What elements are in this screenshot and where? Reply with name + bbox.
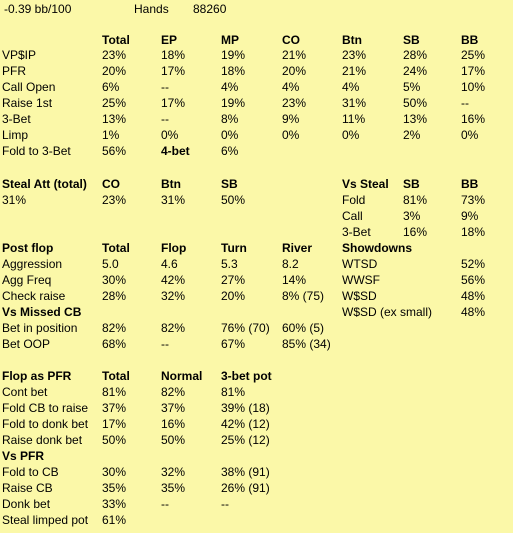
showdown-label: W$SD (ex small) bbox=[342, 305, 433, 319]
vs-steal-row-label: Call bbox=[342, 209, 363, 223]
flop-pfr-cell: 25% (12) bbox=[221, 433, 270, 447]
postflop-cell: 4.6 bbox=[161, 257, 178, 271]
preflop-cell: 11% bbox=[342, 112, 366, 126]
vs-steal-header-sb: SB bbox=[403, 177, 420, 191]
preflop-header-co: CO bbox=[282, 33, 300, 47]
preflop-cell: 21% bbox=[342, 64, 367, 78]
preflop-cell: 6% bbox=[102, 80, 120, 94]
preflop-cell: 24% bbox=[403, 64, 428, 78]
vs-missed-cb-cell: 76% (70) bbox=[221, 321, 270, 335]
preflop-row-label: VP$IP bbox=[2, 48, 37, 62]
preflop-header-total: Total bbox=[102, 33, 130, 47]
preflop-cell: 17% bbox=[461, 64, 486, 78]
flop-pfr-cell: 37% bbox=[102, 401, 127, 415]
preflop-header-mp: MP bbox=[221, 33, 239, 47]
preflop-cell: 23% bbox=[282, 96, 307, 110]
vs-pfr-cell: -- bbox=[221, 497, 229, 511]
preflop-cell: 28% bbox=[403, 48, 428, 62]
postflop-header-flop: Flop bbox=[161, 241, 187, 255]
preflop-cell: 0% bbox=[221, 128, 239, 142]
preflop-cell: 25% bbox=[461, 48, 486, 62]
flop-pfr-cell: 50% bbox=[161, 433, 186, 447]
preflop-cell: 18% bbox=[221, 64, 246, 78]
preflop-header-ep: EP bbox=[161, 33, 178, 47]
vs-missed-cb-cell: 68% bbox=[102, 337, 127, 351]
preflop-header-btn: Btn bbox=[342, 33, 362, 47]
vs-steal-cell: 18% bbox=[461, 225, 486, 239]
steal-header-btn: Btn bbox=[161, 177, 181, 191]
preflop-cell: 31% bbox=[342, 96, 367, 110]
vs-steal-cell: 81% bbox=[403, 193, 428, 207]
flop-pfr-cell: 17% bbox=[102, 417, 127, 431]
postflop-row-label: Agg Freq bbox=[2, 273, 52, 287]
vs-pfr-title: Vs PFR bbox=[2, 449, 45, 463]
preflop-cell: 13% bbox=[403, 112, 428, 126]
preflop-row-label: Limp bbox=[2, 128, 29, 142]
vs-steal-row-label: 3-Bet bbox=[342, 225, 371, 239]
flop-pfr-row-label: Fold CB to raise bbox=[2, 401, 89, 415]
steal-cell: 31% bbox=[161, 193, 186, 207]
vs-pfr-cell: 38% (91) bbox=[221, 465, 270, 479]
preflop-cell: 17% bbox=[161, 64, 186, 78]
preflop-cell: 50% bbox=[403, 96, 428, 110]
preflop-cell: 23% bbox=[102, 48, 127, 62]
hands-value: 88260 bbox=[193, 2, 227, 16]
vs-steal-cell: 16% bbox=[403, 225, 428, 239]
preflop-cell: 18% bbox=[161, 48, 186, 62]
postflop-cell: 14% bbox=[282, 273, 307, 287]
preflop-row-label: Raise 1st bbox=[2, 96, 53, 110]
preflop-cell: -- bbox=[161, 80, 169, 94]
postflop-cell: 42% bbox=[161, 273, 186, 287]
postflop-cell: 8% (75) bbox=[282, 289, 325, 303]
vs-steal-cell: 9% bbox=[461, 209, 479, 223]
preflop-row-label: 3-Bet bbox=[2, 112, 31, 126]
vs-missed-cb-cell: 85% (34) bbox=[282, 337, 331, 351]
postflop-cell: 8.2 bbox=[282, 257, 299, 271]
preflop-cell: 17% bbox=[161, 96, 186, 110]
steal-header-sb: SB bbox=[221, 177, 238, 191]
preflop-cell: 2% bbox=[403, 128, 421, 142]
showdown-value: 56% bbox=[461, 273, 486, 287]
vs-pfr-row-label: Raise CB bbox=[2, 481, 53, 495]
flop-pfr-cell: 50% bbox=[102, 433, 127, 447]
flop-pfr-cell: 82% bbox=[161, 385, 186, 399]
preflop-cell: 4% bbox=[342, 80, 360, 94]
preflop-cell: 21% bbox=[282, 48, 307, 62]
preflop-cell: 20% bbox=[282, 64, 307, 78]
postflop-row-label: Aggression bbox=[2, 257, 63, 271]
vs-pfr-row-label: Donk bet bbox=[2, 497, 51, 511]
vs-steal-cell: 73% bbox=[461, 193, 486, 207]
postflop-header-river: River bbox=[282, 241, 313, 255]
postflop-cell: 30% bbox=[102, 273, 127, 287]
vs-missed-cb-cell: 82% bbox=[102, 321, 127, 335]
flop-pfr-title: Flop as PFR bbox=[2, 369, 72, 383]
preflop-cell: 0% bbox=[342, 128, 360, 142]
showdown-label: WTSD bbox=[342, 257, 378, 271]
showdowns-title: Showdowns bbox=[342, 241, 412, 255]
steal-cell: 50% bbox=[221, 193, 246, 207]
hands-label: Hands bbox=[134, 2, 169, 16]
preflop-row-label: Call Open bbox=[2, 80, 56, 94]
four-bet-value: 6% bbox=[221, 144, 239, 158]
postflop-row-label: Check raise bbox=[2, 289, 66, 303]
vs-pfr-cell: 35% bbox=[161, 481, 186, 495]
steal-total: 31% bbox=[2, 193, 27, 207]
preflop-cell: 5% bbox=[403, 80, 421, 94]
flop-pfr-cell: 81% bbox=[102, 385, 127, 399]
preflop-header-sb: SB bbox=[403, 33, 420, 47]
preflop-cell: 10% bbox=[461, 80, 486, 94]
flop-pfr-cell: 81% bbox=[221, 385, 246, 399]
vs-missed-cb-title: Vs Missed CB bbox=[2, 305, 82, 319]
four-bet-header: 4-bet bbox=[161, 144, 190, 158]
steal-title: Steal Att (total) bbox=[2, 177, 87, 191]
preflop-cell: 13% bbox=[102, 112, 127, 126]
preflop-cell: 16% bbox=[461, 112, 486, 126]
postflop-cell: 27% bbox=[221, 273, 246, 287]
preflop-cell: 1% bbox=[102, 128, 120, 142]
vs-pfr-cell: 33% bbox=[102, 497, 127, 511]
preflop-cell: 4% bbox=[282, 80, 300, 94]
vs-missed-cb-cell: 60% (5) bbox=[282, 321, 325, 335]
steal-cell: 23% bbox=[102, 193, 127, 207]
vs-pfr-cell: -- bbox=[161, 497, 169, 511]
flop-pfr-cell: 39% (18) bbox=[221, 401, 270, 415]
preflop-row-label: PFR bbox=[2, 64, 26, 78]
vs-pfr-cell: 26% (91) bbox=[221, 481, 270, 495]
preflop-cell: 20% bbox=[102, 64, 127, 78]
flop-pfr-header-normal: Normal bbox=[161, 369, 203, 383]
flop-pfr-row-label: Cont bet bbox=[2, 385, 48, 399]
postflop-header-turn: Turn bbox=[221, 241, 247, 255]
preflop-cell: 8% bbox=[221, 112, 239, 126]
vs-pfr-cell: 30% bbox=[102, 465, 127, 479]
vs-pfr-cell: 35% bbox=[102, 481, 127, 495]
preflop-cell: 9% bbox=[282, 112, 300, 126]
showdown-value: 48% bbox=[461, 305, 486, 319]
vs-pfr-cell: 61% bbox=[102, 513, 127, 527]
vs-steal-cell: 3% bbox=[403, 209, 421, 223]
flop-pfr-cell: 42% (12) bbox=[221, 417, 270, 431]
flop-pfr-cell: 37% bbox=[161, 401, 186, 415]
preflop-cell: -- bbox=[161, 112, 169, 126]
preflop-cell: 23% bbox=[342, 48, 367, 62]
preflop-cell: 19% bbox=[221, 96, 246, 110]
preflop-cell: 0% bbox=[461, 128, 479, 142]
preflop-cell: 0% bbox=[161, 128, 179, 142]
vs-pfr-row-label: Fold to CB bbox=[2, 465, 59, 479]
postflop-title: Post flop bbox=[2, 241, 54, 255]
vs-pfr-row-label: Steal limped pot bbox=[2, 513, 89, 527]
showdown-value: 48% bbox=[461, 289, 486, 303]
vs-missed-cb-cell: 82% bbox=[161, 321, 186, 335]
vs-missed-cb-cell: -- bbox=[161, 337, 169, 351]
postflop-cell: 28% bbox=[102, 289, 127, 303]
flop-pfr-row-label: Raise donk bet bbox=[2, 433, 83, 447]
preflop-row-label: Fold to 3-Bet bbox=[2, 144, 71, 158]
steal-header-co: CO bbox=[102, 177, 120, 191]
vs-steal-title: Vs Steal bbox=[342, 177, 389, 191]
vs-missed-cb-row-label: Bet in position bbox=[2, 321, 78, 335]
flop-pfr-header-3bet-pot: 3-bet pot bbox=[221, 369, 272, 383]
preflop-cell: 0% bbox=[282, 128, 300, 142]
postflop-header-total: Total bbox=[102, 241, 130, 255]
preflop-cell: -- bbox=[461, 96, 469, 110]
vs-pfr-cell: 32% bbox=[161, 465, 186, 479]
vs-missed-cb-cell: 67% bbox=[221, 337, 246, 351]
preflop-cell: 4% bbox=[221, 80, 239, 94]
postflop-cell: 5.3 bbox=[221, 257, 238, 271]
postflop-cell: 20% bbox=[221, 289, 246, 303]
preflop-cell: 25% bbox=[102, 96, 127, 110]
postflop-cell: 32% bbox=[161, 289, 186, 303]
showdown-value: 52% bbox=[461, 257, 486, 271]
flop-pfr-header-total: Total bbox=[102, 369, 130, 383]
winrate-value: -0.39 bb/100 bbox=[4, 2, 72, 16]
preflop-header-bb: BB bbox=[461, 33, 479, 47]
showdown-label: W$SD bbox=[342, 289, 377, 303]
flop-pfr-cell: 16% bbox=[161, 417, 186, 431]
postflop-cell: 5.0 bbox=[102, 257, 119, 271]
preflop-cell: 56% bbox=[102, 144, 127, 158]
showdown-label: WWSF bbox=[342, 273, 380, 287]
vs-missed-cb-row-label: Bet OOP bbox=[2, 337, 51, 351]
vs-steal-header-bb: BB bbox=[461, 177, 479, 191]
vs-steal-row-label: Fold bbox=[342, 193, 366, 207]
flop-pfr-row-label: Fold to donk bet bbox=[2, 417, 89, 431]
preflop-cell: 19% bbox=[221, 48, 246, 62]
